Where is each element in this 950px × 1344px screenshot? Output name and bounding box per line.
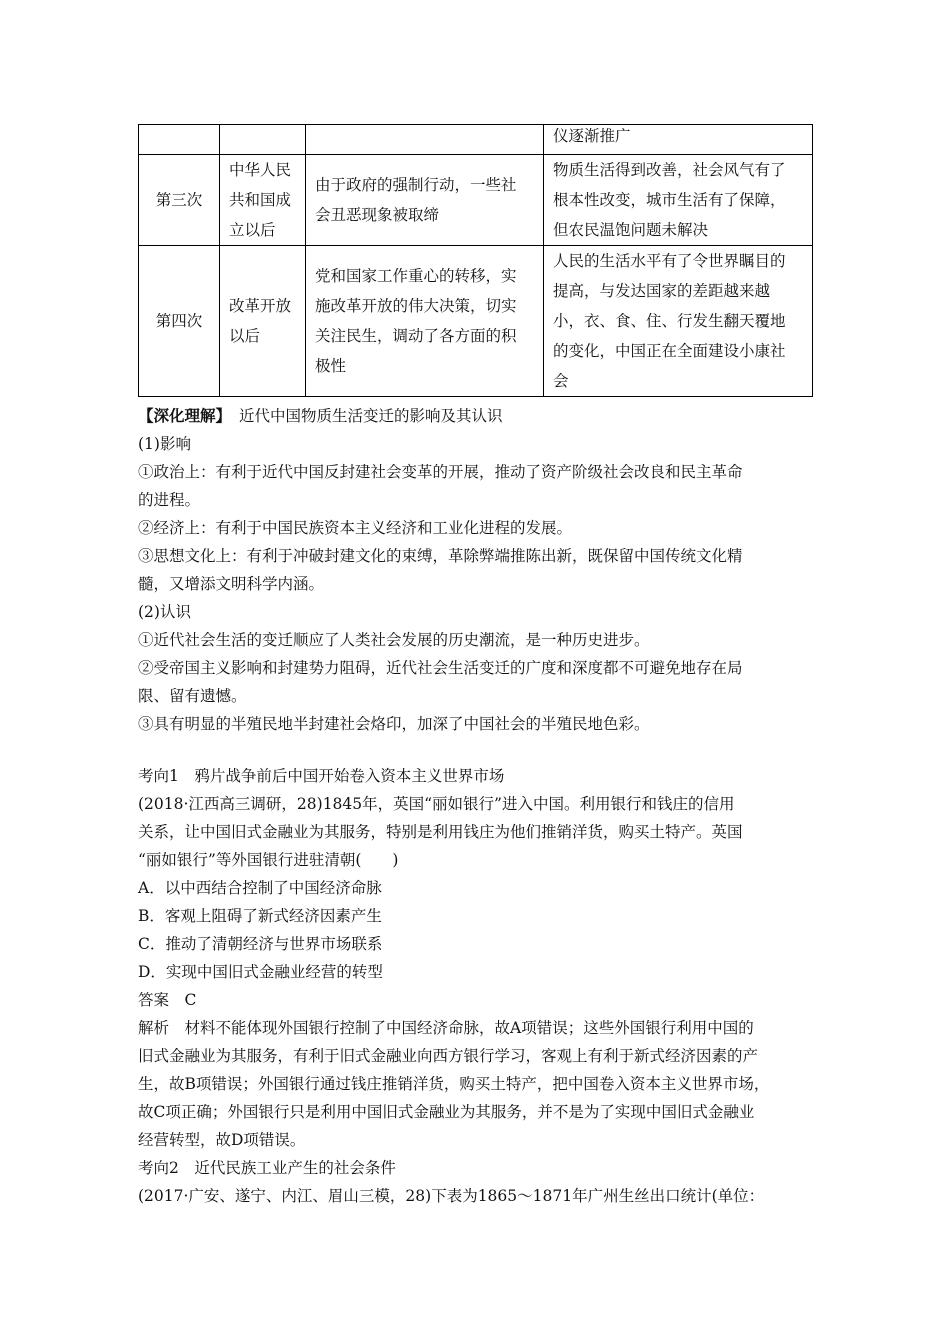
table-cell <box>544 246 813 397</box>
section-tag: 【深化理解】 <box>138 406 232 425</box>
cell-line: 立以后 <box>229 221 276 239</box>
cell-line: 施改革开放的伟大决策，切实 <box>315 297 517 315</box>
cell-line: 的变化，中国正在全面建设小康社 <box>553 342 786 360</box>
table-row <box>139 125 813 155</box>
analysis-line: 生，故B项错误；外国银行通过钱庄推销洋货，购买土特产，把中国卷入资本主义世界市场， <box>138 1075 770 1093</box>
answer-line: 答案 C <box>138 991 197 1009</box>
table-row <box>139 246 813 397</box>
kaoxiang-heading: 考向1 鸦片战争前后中国开始卷入资本主义世界市场 <box>138 767 505 785</box>
section-title: 近代中国物质生活变迁的影响及其认识 <box>239 407 503 425</box>
paragraph-line: 髓，又增添文明科学内涵。 <box>138 575 325 593</box>
option-a: A．以中西结合控制了中国经济命脉 <box>138 879 382 897</box>
analysis-line: 经营转型，故D项错误。 <box>138 1131 306 1149</box>
table-cell <box>306 155 544 246</box>
table-cell: 第三次 <box>139 155 220 246</box>
table-cell <box>306 125 544 155</box>
table-cell <box>139 125 220 155</box>
analysis-line: 旧式金融业为其服务，有利于旧式金融业向西方银行学习，客观上有利于新式经济因素的产 <box>138 1047 759 1065</box>
cell-line: 中华人民 <box>229 161 292 179</box>
cell-line: 但农民温饱问题未解决 <box>553 221 709 239</box>
cell-line: 以后 <box>229 327 261 345</box>
question-line: 关系，让中国旧式金融业为其服务，特别是利用钱庄为他们推销洋货，购买土特产。英国 <box>138 823 743 841</box>
table-cell: 第四次 <box>139 246 220 397</box>
table-cell <box>544 125 813 155</box>
cell-line: 共和国成 <box>229 191 292 209</box>
cell-line: 改革开放 <box>229 297 292 315</box>
cell-line: 会丑恶现象被取缔 <box>315 206 440 224</box>
cell-line: 小，衣、食、住、行发生翻天覆地 <box>553 312 786 330</box>
cell-line: 仪逐渐推广 <box>553 127 631 145</box>
paragraph-line: ②经济上：有利于中国民族资本主义经济和工业化进程的发展。 <box>138 519 573 537</box>
cell-line: 根本性改变，城市生活有了保障， <box>553 191 786 209</box>
paragraph-line: 的进程。 <box>138 491 201 509</box>
question-line: “丽如银行”等外国银行进驻清朝( ) <box>138 851 399 869</box>
cell-line: 极性 <box>315 357 347 375</box>
table-cell <box>306 246 544 397</box>
paragraph-line: (1)影响 <box>138 435 191 453</box>
option-c: C．推动了清朝经济与世界市场联系 <box>138 935 383 953</box>
question-line: (2017·广安、遂宁、内江、眉山三模，28)下表为1865～1871年广州生丝出口统计(单位： <box>138 1187 765 1205</box>
paragraph-line: ③思想文化上：有利于冲破封建文化的束缚，革除弊端推陈出新，既保留中国传统文化精 <box>138 547 743 565</box>
table-cell <box>220 246 306 397</box>
table-row <box>139 155 813 246</box>
paragraph-line: ②受帝国主义影响和封建势力阻碍，近代社会生活变迁的广度和深度都不可避免地存在局 <box>138 659 743 677</box>
cell-line: 由于政府的强制行动，一些社 <box>315 176 517 194</box>
cell-line: 会 <box>553 372 569 390</box>
table-cell <box>220 125 306 155</box>
question-line: (2018·江西高三调研，28)1845年，英国“丽如银行”进入中国。利用银行和钱庄的信用 <box>138 795 735 813</box>
analysis-line: 故C项正确；外国银行只是利用中国旧式金融业为其服务，并不是为了实现中国旧式金融业 <box>138 1103 755 1121</box>
cell-line: 人民的生活水平有了令世界瞩目的 <box>553 252 786 270</box>
social-life-change-table <box>138 124 813 397</box>
option-d: D．实现中国旧式金融业经营的转型 <box>138 963 383 981</box>
option-b: B．客观上阻碍了新式经济因素产生 <box>138 907 382 925</box>
paragraph-line: ①近代社会生活的变迁顺应了人类社会发展的历史潮流，是一种历史进步。 <box>138 631 650 649</box>
analysis-line: 解析 材料不能体现外国银行控制了中国经济命脉，故A项错误；这些外国银行利用中国的 <box>138 1019 754 1037</box>
paragraph-line: 限、留有遗憾。 <box>138 687 247 705</box>
section-heading <box>138 402 503 430</box>
cell-line: 关注民生，调动了各方面的积 <box>315 327 517 345</box>
table-cell <box>220 155 306 246</box>
cell-line: 物质生活得到改善，社会风气有了 <box>553 161 786 179</box>
table-cell <box>544 155 813 246</box>
paragraph-line: ③具有明显的半殖民地半封建社会烙印，加深了中国社会的半殖民地色彩。 <box>138 715 650 733</box>
cell-line: 提高，与发达国家的差距越来越 <box>553 282 771 300</box>
cell-line: 党和国家工作重心的转移，实 <box>315 267 517 285</box>
paragraph-line: ①政治上：有利于近代中国反封建社会变革的开展，推动了资产阶级社会改良和民主革命 <box>138 463 743 481</box>
kaoxiang-heading: 考向2 近代民族工业产生的社会条件 <box>138 1159 396 1177</box>
paragraph-line: (2)认识 <box>138 603 191 621</box>
